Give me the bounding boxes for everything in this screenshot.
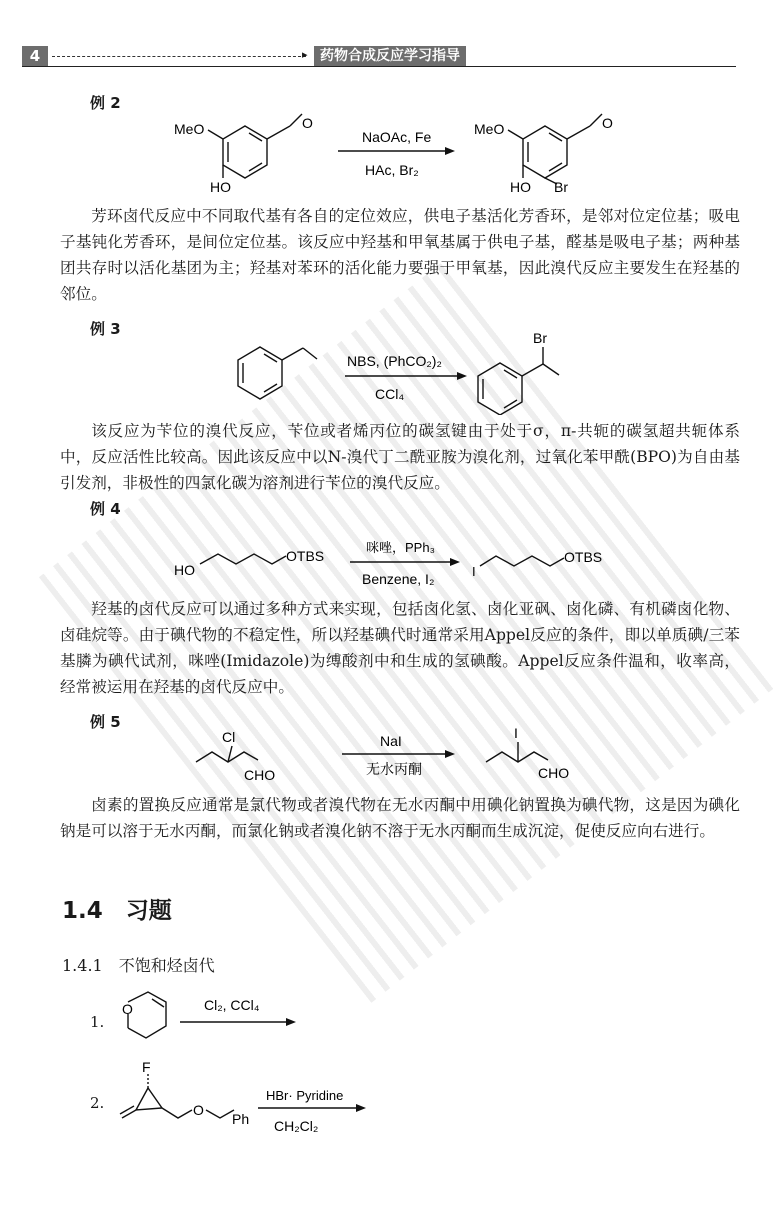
example-5-paragraph: 卤素的置换反应通常是氯代物或者溴代物在无水丙酮中用碘化钠置换为碘代物，这是因为碘化钠是可以溶于无水丙酮，而氯化钠或者溴化钠不溶于无水丙酮而生成沉淀，促使反应向右进行。 [60, 796, 740, 840]
reagents-above: NBS, (PhCO₂)₂ [347, 353, 442, 369]
example-4-label: 例 4 [90, 500, 121, 518]
reactant-otbs: OTBS [286, 548, 325, 564]
example-2-paragraph: 芳环卤代反应中不同取代基有各自的定位效应，供电子基活化芳香环，是邻对位定位基；吸电子基钝化芳香环，是间位定位基。该反应中羟基和甲氧基属于供电子基，醛基是吸电子基；两种基团共存时以活化基团为主；羟基对苯环的活化能力要强于甲氧基，因此溴代反应主要发生在羟基的邻位。 [60, 207, 740, 303]
product-methoxy: MeO [474, 121, 505, 137]
reactant-hydroxy: HO [174, 562, 195, 578]
example-3-label: 例 3 [90, 320, 121, 338]
example-2-label: 例 2 [90, 94, 121, 112]
exercise-2-scheme [108, 1060, 408, 1140]
ether-oxygen: O [193, 1102, 204, 1118]
reactant-methoxy: MeO [174, 121, 205, 137]
product-iodo: I [514, 725, 518, 741]
example-5-scheme [170, 722, 610, 790]
reagents-below: Benzene, I₂ [362, 571, 435, 587]
exercise-2-number: 2. [90, 1094, 105, 1112]
book-title: 药物合成反应学习指导 [314, 46, 466, 66]
subsection-title: 1.4.1 不饱和烃卤代 [62, 956, 215, 975]
reagents-above: HBr· Pyridine [266, 1088, 344, 1103]
example-3-paragraph: 该反应为苄位的溴代反应，苄位或者烯丙位的碳氢键由于处于σ，π-共轭的碳氢超共轭体系中，反应活性比较高。因此该反应中以N-溴代丁二酰亚胺为溴化剂，过氧化苯甲酰(BPO)为自由基引发剂，非极性的四氯化碳为溶剂进行苄位的溴代反应。 [60, 422, 740, 492]
reagents-above: NaOAc, Fe [362, 129, 432, 145]
page-number: 4 [22, 46, 48, 66]
fluoro-label: F [142, 1060, 151, 1075]
reagents-above: 咪唑，PPh₃ [366, 540, 435, 555]
aldehyde-oxygen: O [302, 115, 313, 131]
bromo-label: Br [533, 330, 547, 346]
header-dotted-leader [52, 56, 306, 57]
exercise-1-number: 1. [90, 1013, 105, 1031]
header-rule [22, 66, 736, 67]
reactant-cho: CHO [244, 767, 276, 783]
reagents-below: CCl₄ [375, 386, 405, 402]
product-iodo: I [472, 564, 476, 579]
reagents-below: CH₂Cl₂ [274, 1118, 319, 1134]
reagents-above: Cl₂, CCl₄ [204, 997, 260, 1013]
product-hydroxy: HO [510, 179, 531, 195]
example-5-label: 例 5 [90, 713, 121, 731]
example-4-paragraph: 羟基的卤代反应可以通过多种方式来实现，包括卤化氢、卤化亚砜、卤化磷、有机磷卤化物、卤硅烷等。由于碘代物的不稳定性，所以羟基碘代时通常采用Appel反应的条件，即以单质碘/三苯基膦为碘代试剂，咪唑(Imidazole)为缚酸剂中和生成的氢碘酸。Appel反应条件温和，收率高，经常被运用在羟基的卤代反应中。 [60, 600, 740, 696]
reactant-hydroxy: HO [210, 179, 231, 195]
ring-oxygen: O [122, 1001, 133, 1017]
product-cho: CHO [538, 765, 570, 781]
section-title: 1.4 习题 [62, 898, 172, 924]
aldehyde-oxygen-product: O [602, 115, 613, 131]
reactant-chloro: Cl [222, 729, 236, 745]
header-arrow-icon: ▸ [302, 48, 308, 61]
phenyl-label: Ph [232, 1111, 250, 1127]
reagents-below: HAc, Br₂ [365, 162, 419, 178]
example-3-scheme [225, 325, 585, 415]
example-2-scheme [150, 112, 630, 202]
exercise-1-scheme [108, 984, 308, 1054]
product-otbs: OTBS [564, 549, 603, 565]
reagents-above: NaI [380, 733, 402, 749]
product-bromo: Br [554, 179, 568, 195]
example-4-scheme [170, 528, 630, 594]
reagents-below: 无水丙酮 [366, 761, 422, 777]
